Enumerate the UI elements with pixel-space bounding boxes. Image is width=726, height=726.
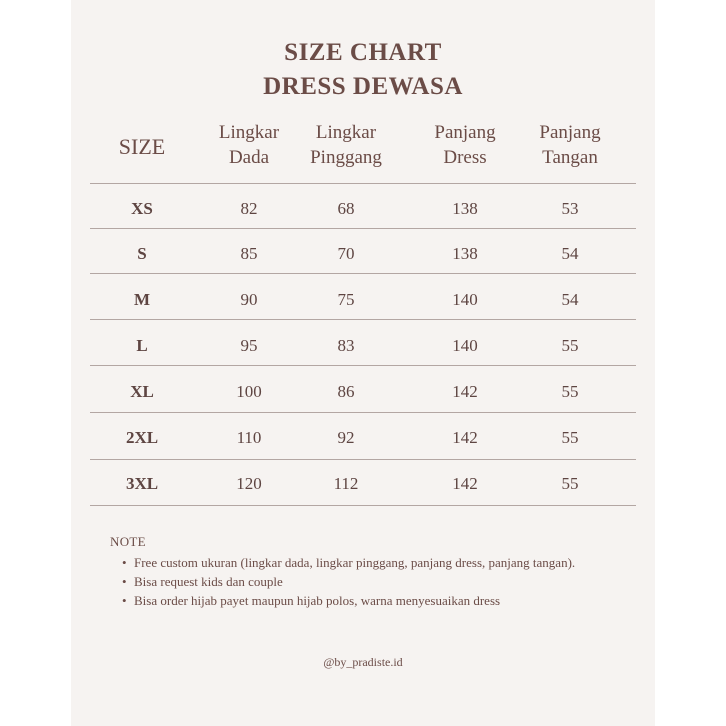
cell-lingkar-pinggang: 83 <box>337 336 355 355</box>
cell-panjang-dress: 140 <box>452 336 478 355</box>
header-panjang-dress: Panjang Dress <box>434 122 496 168</box>
table-divider <box>90 183 636 184</box>
cell-lingkar-pinggang: 92 <box>337 428 355 447</box>
cell-lingkar-dada: 82 <box>240 199 258 218</box>
cell-panjang-dress: 138 <box>452 199 478 218</box>
table-divider <box>90 273 636 274</box>
cell-panjang-tangan: 55 <box>561 474 579 493</box>
cell-lingkar-pinggang: 112 <box>333 474 359 493</box>
header-size: SIZE <box>118 134 166 159</box>
cell-lingkar-pinggang: 70 <box>337 244 355 263</box>
cell-size: XL <box>130 382 154 401</box>
note-item: • Free custom ukuran (lingkar dada, lingkar pinggang, panjang dress, panjang tangan). <box>122 553 575 572</box>
cell-panjang-tangan: 54 <box>561 290 579 309</box>
chart-title: SIZE CHART <box>284 39 442 66</box>
social-handle: @by_pradiste.id <box>323 655 403 669</box>
cell-panjang-dress: 142 <box>452 428 478 447</box>
header-lingkar-pinggang: Lingkar Pinggang <box>310 122 382 168</box>
table-divider <box>90 319 636 320</box>
cell-lingkar-dada: 95 <box>240 336 258 355</box>
cell-lingkar-dada: 90 <box>240 290 258 309</box>
cell-panjang-dress: 138 <box>452 244 478 263</box>
size-chart-card <box>71 0 655 726</box>
cell-lingkar-pinggang: 75 <box>337 290 355 309</box>
cell-panjang-tangan: 53 <box>561 199 579 218</box>
header-panjang-tangan: Panjang Tangan <box>539 122 601 168</box>
note-item: • Bisa request kids dan couple <box>122 572 575 591</box>
cell-lingkar-pinggang: 86 <box>337 382 355 401</box>
cell-panjang-dress: 142 <box>452 474 478 493</box>
cell-size: S <box>137 244 147 263</box>
cell-panjang-tangan: 54 <box>561 244 579 263</box>
table-divider <box>90 228 636 229</box>
cell-panjang-tangan: 55 <box>561 428 579 447</box>
cell-panjang-dress: 142 <box>452 382 478 401</box>
table-divider <box>90 505 636 506</box>
cell-panjang-tangan: 55 <box>561 382 579 401</box>
note-label: NOTE <box>110 534 146 549</box>
cell-panjang-tangan: 55 <box>561 336 579 355</box>
header-lingkar-dada: Lingkar Dada <box>218 122 280 168</box>
cell-size: 3XL <box>125 474 159 493</box>
chart-subtitle: DRESS DEWASA <box>263 73 463 100</box>
cell-lingkar-dada: 110 <box>236 428 262 447</box>
cell-lingkar-dada: 100 <box>236 382 262 401</box>
cell-size: 2XL <box>125 428 159 447</box>
cell-lingkar-pinggang: 68 <box>337 199 355 218</box>
cell-panjang-dress: 140 <box>452 290 478 309</box>
cell-size: XS <box>131 199 153 218</box>
note-list <box>122 553 575 610</box>
cell-size: L <box>136 336 148 355</box>
note-item: • Bisa order hijab payet maupun hijab polos, warna menyesuaikan dress <box>122 591 575 610</box>
cell-size: M <box>133 290 151 309</box>
table-divider <box>90 365 636 366</box>
table-divider <box>90 459 636 460</box>
table-divider <box>90 412 636 413</box>
cell-lingkar-dada: 120 <box>236 474 262 493</box>
cell-lingkar-dada: 85 <box>240 244 258 263</box>
